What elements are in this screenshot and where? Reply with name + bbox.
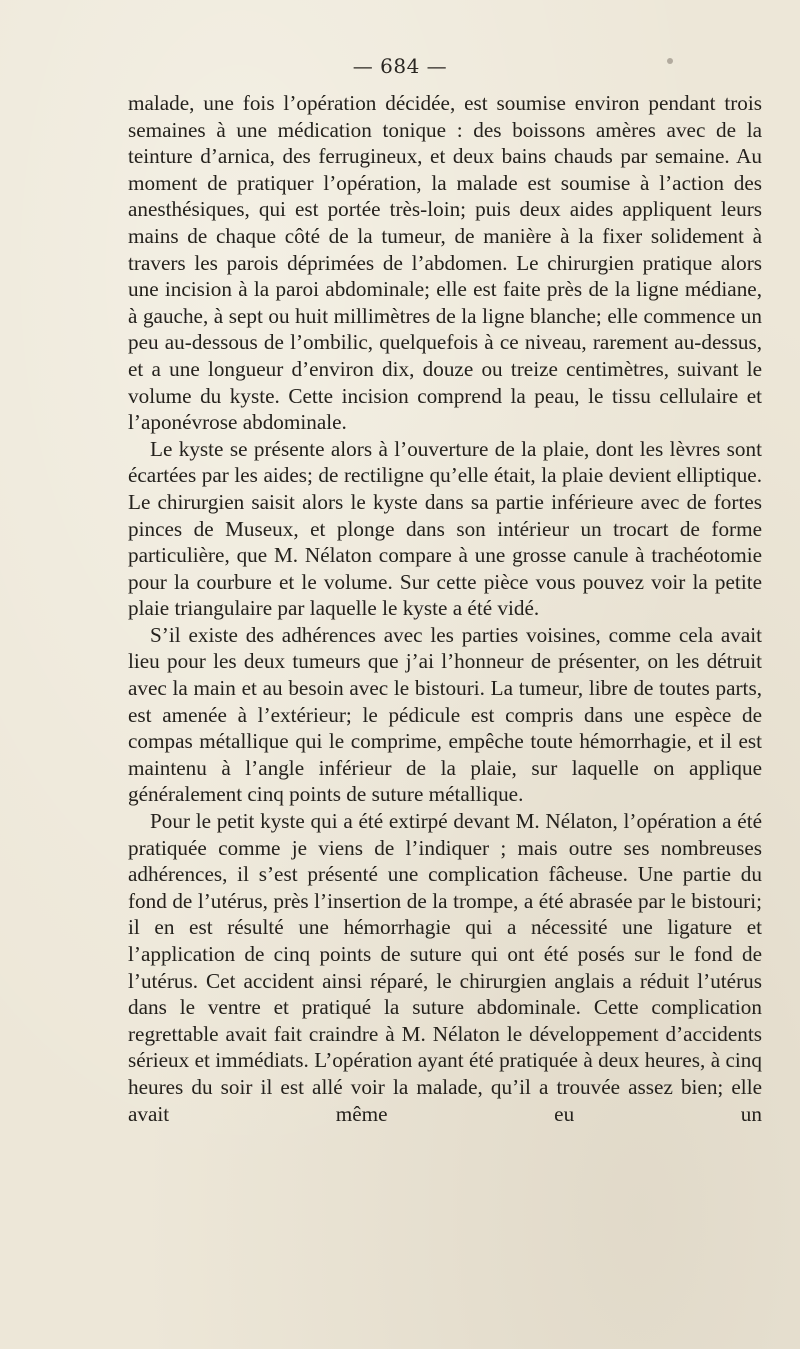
paragraph-1: malade, une fois l’opération décidée, est soumise environ pendant trois semaines à une médication tonique : des boissons amères avec de la teinture d’arnica, des ferrugineux, et deux bains chauds par semaine. Au moment de pratiquer l’opération, la malade est soumise à l’action des anesthésiques, qui est portée très-loin; puis deux aides appliquent leurs mains de chaque côté de la tumeur, de manière à la fixer solidement à travers les parois déprimées de l’abdomen. Le chirurgien pratique alors une incision à la paroi abdominale; elle est faite près de la ligne médiane, à gauche, à sept ou huit millimètres de la ligne blanche; elle commence un peu au-dessous de l’ombilic, quelquefois à ce niveau, rarement au-dessus, et a une longueur d’environ dix, douze ou treize centimètres, suivant le volume du kyste. Cette incision comprend la peau, le tissu cellulaire et l’aponévrose abdominale.: [128, 91, 762, 435]
body-text: [128, 90, 762, 1127]
paragraph-4: Pour le petit kyste qui a été extirpé devant M. Nélaton, l’opération a été pratiquée comme je viens de l’indiquer ; mais outre ses nombreuses adhérences, il s’est présenté une complication fâcheuse. Une partie du fond de l’utérus, près l’insertion de la trompe, a été abrasée par le bistouri; il en est résulté une hémorrhagie qui a nécessité une ligature et l’application de cinq points de suture qui ont été posés sur le fond de l’utérus. Cet accident ainsi réparé, le chirurgien anglais a réduit l’utérus dans le ventre et pratiqué la suture abdominale. Cette complication regrettable avait fait craindre à M. Nélaton le développement d’accidents sérieux et immédiats. L’opération ayant été pratiquée à deux heures, à cinq heures du soir il est allé voir la malade, qu’il a trouvée assez bien; elle avait même eu un: [128, 809, 762, 1126]
page-number: — 684 —: [352, 54, 448, 78]
paragraph-3: S’il existe des adhérences avec les parties voisines, comme cela avait lieu pour les deux tumeurs que j’ai l’honneur de présenter, on les détruit avec la main et au besoin avec le bistouri. La tumeur, libre de toutes parts, est amenée à l’extérieur; le pédicule est compris dans une espèce de compas métallique qui le comprime, empêche toute hémorrhagie, et il est maintenu à l’angle inférieur de la plaie, sur laquelle on applique généralement cinq points de suture métallique.: [128, 622, 762, 807]
paragraph-2: Le kyste se présente alors à l’ouverture de la plaie, dont les lèvres sont écartées par les aides; de rectiligne qu’elle était, la plaie devient elliptique. Le chirurgien saisit alors le kyste dans sa partie inférieure avec de fortes pinces de Museux, et plonge dans son intérieur un trocart de forme particulière, que M. Nélaton compare à une grosse canule à trachéotomie pour la courbure et le volume. Sur cette pièce vous pouvez voir la petite plaie triangulaire par laquelle le kyste a été vidé.: [128, 436, 762, 621]
ink-spot: [667, 58, 673, 64]
